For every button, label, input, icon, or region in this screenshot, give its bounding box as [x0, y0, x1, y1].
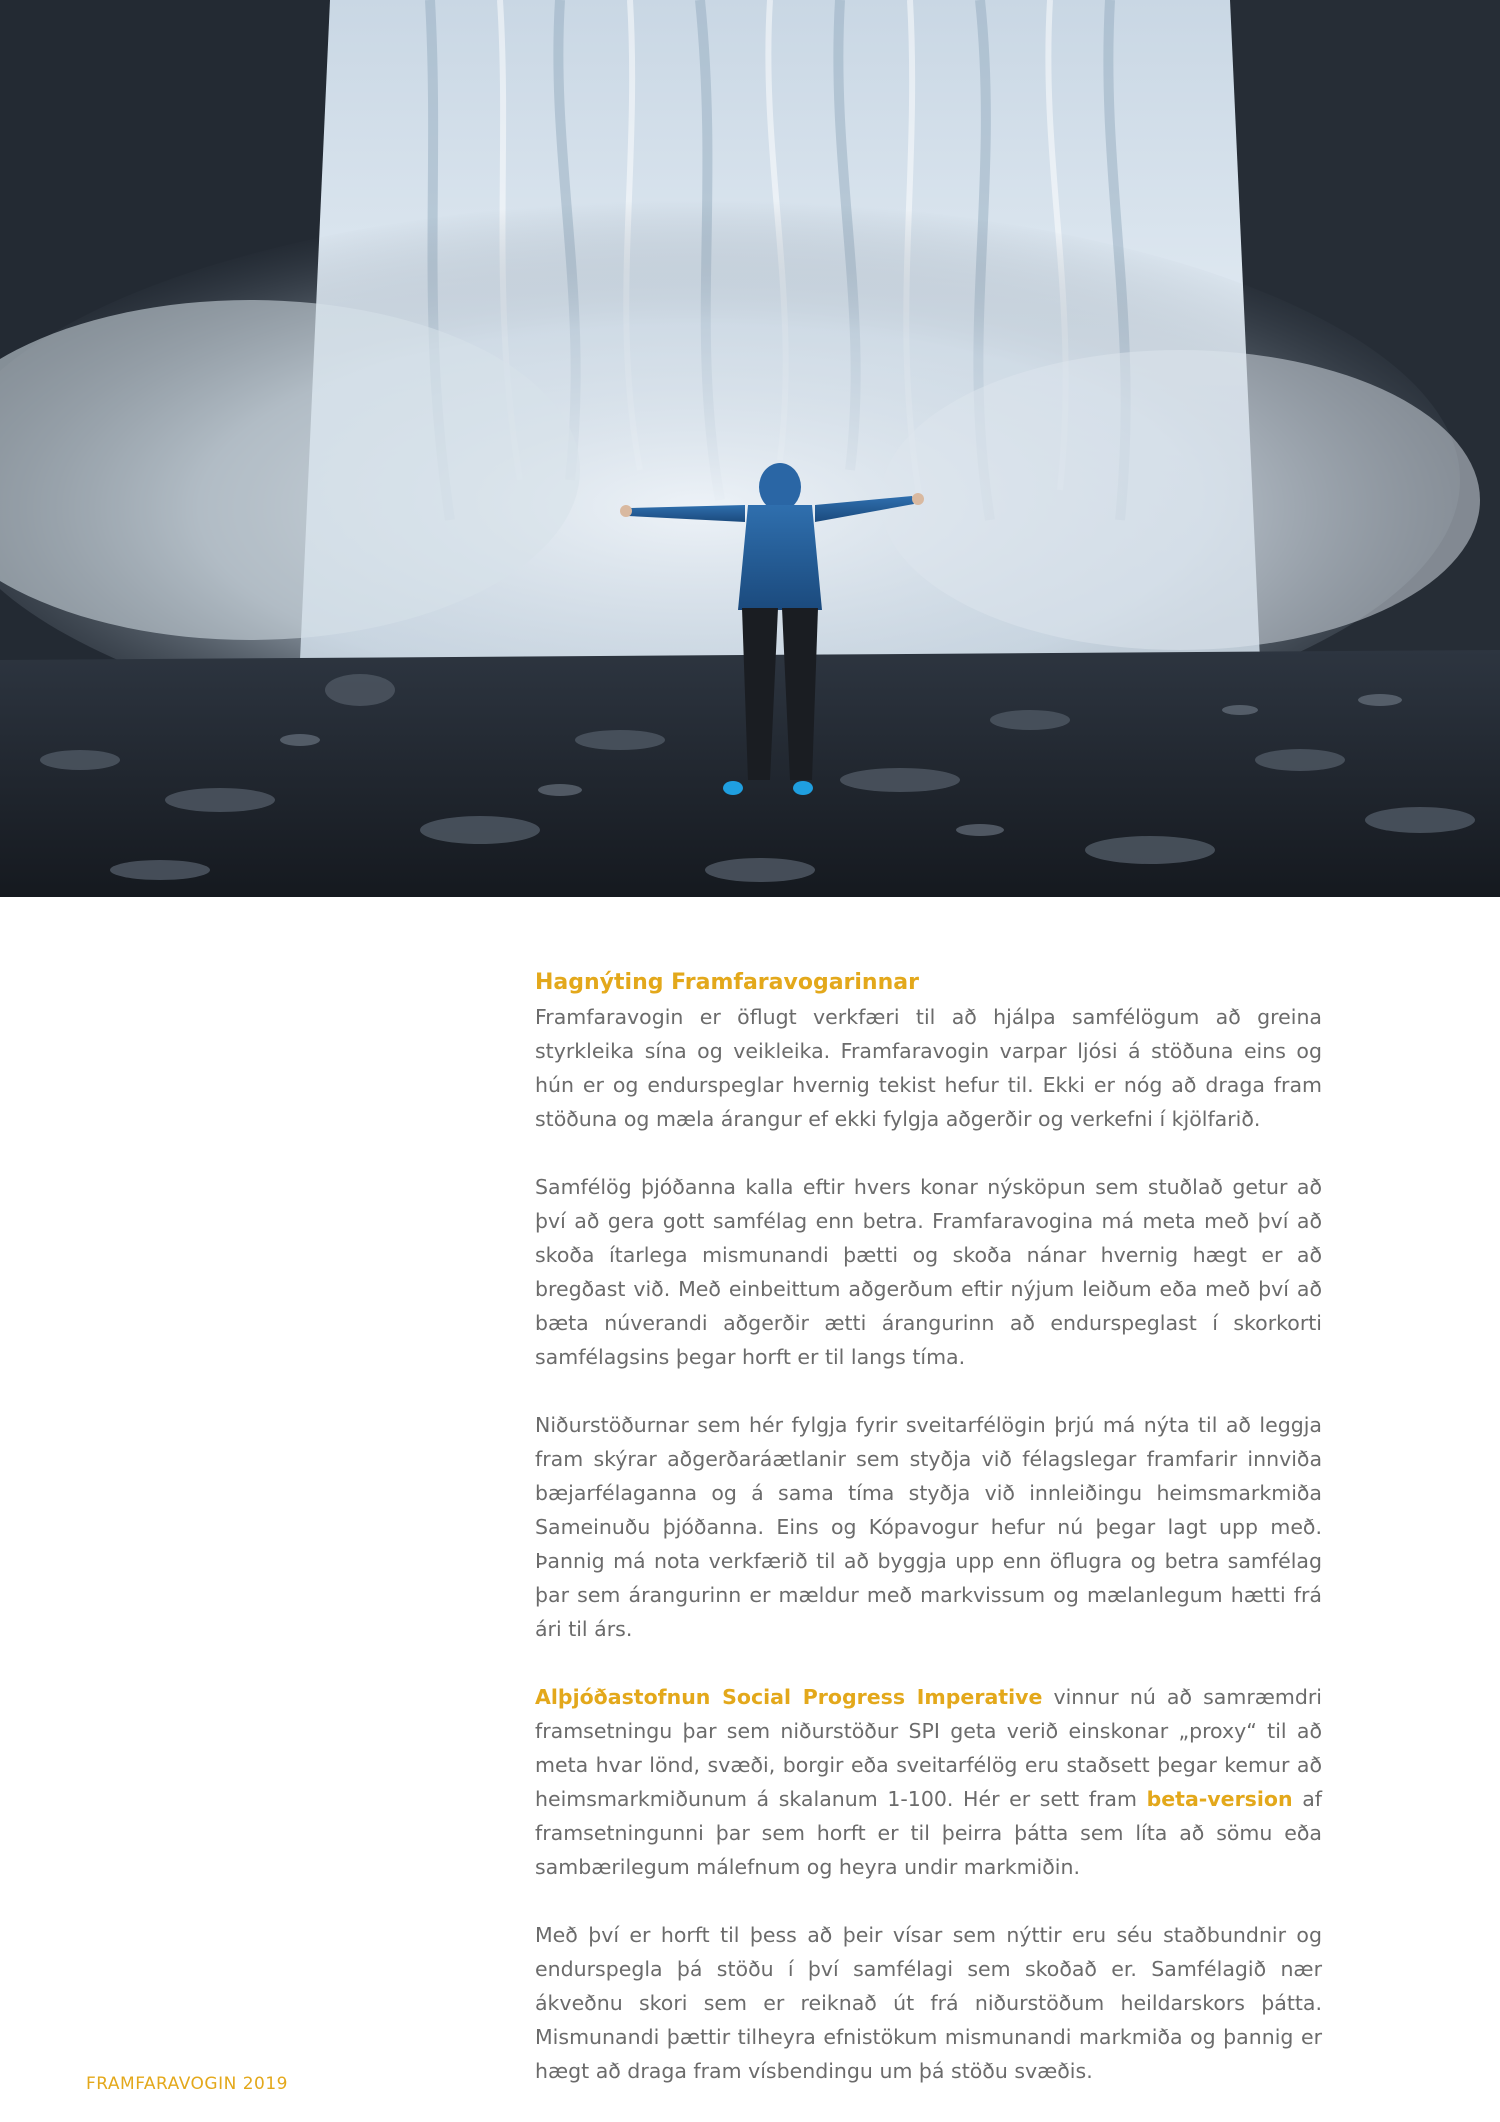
paragraph-2: Samfélög þjóðanna kalla eftir hvers konar nýsköpun sem stuðlað getur að því að gera gott samfélag enn betra. Framfaravogina má meta með því að skoða ítarlega mismunandi þætti og skoða nánar hvernig hægt er að bregðast við. Með einbeittum aðgerðum eftir nýjum leiðum eða með því að bæta núverandi aðgerðir ætti árangurinn að endurspeglast í skorkorti samfélagsins þegar horft er til langs tíma. [535, 1175, 1322, 1369]
highlight-spi-organization: Alþjóðastofnun Social Progress Imperative [535, 1685, 1043, 1709]
page-footer-label: FRAMFARAVOGIN 2019 [86, 2074, 288, 2094]
paragraph-5: Með því er horft til þess að þeir vísar sem nýttir eru séu staðbundnir og endurspegla þá stöðu í því samfélagi sem skoðað er. Samfélagið nær ákveðnu skori sem er reiknað út frá niðurstöðum heildarskors þátta. Mismunandi þættir tilheyra efnistökum mismunandi markmiða og þannig er hægt að draga fram vísbendingu um þá stöðu svæðis. [535, 1923, 1322, 2083]
paragraph-3: Niðurstöðurnar sem hér fylgja fyrir sveitarfélögin þrjú má nýta til að leggja fram skýrar aðgerðaráætlanir sem styðja við félagslegar framfarir innviða bæjarfélaganna og á sama tíma styðja við innleiðingu heimsmarkmiða Sameinuðu þjóðanna. Eins og Kópavogur hefur nú þegar lagt upp með. Þannig má nota verkfærið til að byggja upp enn öflugra og betra samfélag þar sem árangurinn er mældur með markvissum og mælanlegum hætti frá ári til árs. [535, 1413, 1322, 1641]
waterfall-photo-icon [0, 0, 1500, 897]
paragraph-4-part-1: vinnur nú að samræmdri framsetningu þar sem niðurstöður SPI geta verið einskonar „proxy“ til að meta hvar lönd, svæði, borgir eða sveitarfélög eru staðsett þegar kemur að heimsmarkmiðunum á skalanum 1-100. Hér er sett fram [535, 1685, 1323, 1811]
paragraph-1: Framfaravogin er öflugt verkfæri til að hjálpa samfélögum að greina styrkleika sína og veikleika. Framfaravogin varpar ljósi á stöðuna eins og hún er og endurspeglar hvernig tekist hefur til. Ekki er nóg að draga fram stöðuna og mæla árangur ef ekki fylgja aðgerðir og verkefni í kjölfarið. [535, 1005, 1322, 1131]
highlight-beta-version: beta-version [1146, 1787, 1293, 1811]
article-heading: Hagnýting Framfaravogarinnar [535, 970, 919, 995]
paragraph-4 [535, 1680, 1322, 1884]
paragraph-4-part-2: af framsetningunni þar sem horft er til þeirra þátta sem líta að sömu eða sambærilegum málefnum og heyra undir markmiðin. [535, 1787, 1322, 1879]
hero-waterfall-image [0, 0, 1500, 897]
article-body [535, 966, 1322, 2122]
